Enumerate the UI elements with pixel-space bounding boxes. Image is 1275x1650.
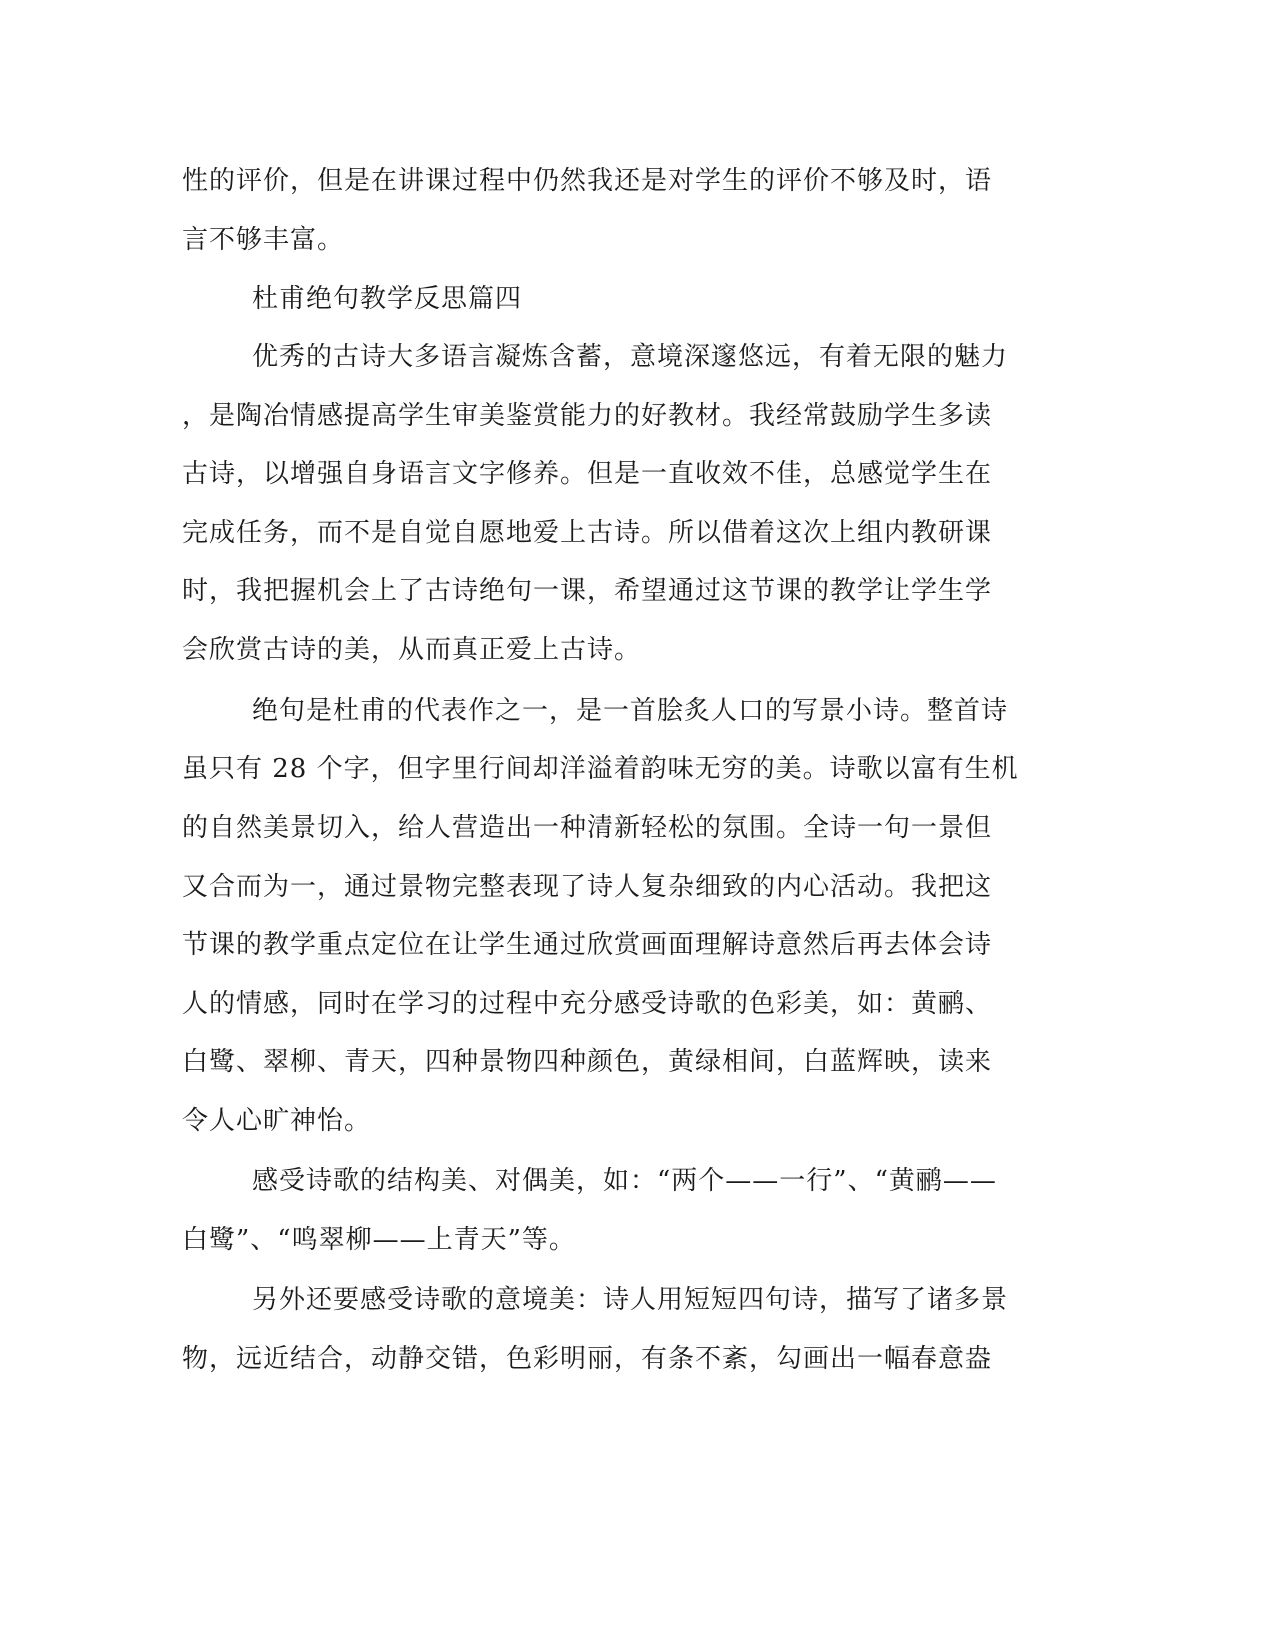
text-line: 时，我把握机会上了古诗绝句一课，希望通过这节课的教学让学生学	[182, 576, 993, 606]
text-line: 会欣赏古诗的美，从而真正爱上古诗。	[182, 635, 642, 665]
text-line: 的自然美景切入，给人营造出一种清新轻松的氛围。全诗一句一景但	[182, 813, 993, 843]
text-line: 优秀的古诗大多语言凝炼含蓄，意境深邃悠远，有着无限的魅力	[252, 342, 1009, 372]
text-line: 节课的教学重点定位在让学生通过欣赏画面理解诗意然后再去体会诗	[182, 930, 993, 960]
text-line: 人的情感，同时在学习的过程中充分感受诗歌的色彩美，如：黄鹂、	[182, 989, 993, 1019]
text-line: 性的评价，但是在讲课过程中仍然我还是对学生的评价不够及时，语	[182, 166, 993, 196]
text-line: 令人心旷神怡。	[182, 1106, 372, 1136]
text-line: 白鹭”、“鸣翠柳——上青天”等。	[182, 1225, 576, 1255]
text-line: 绝句是杜甫的代表作之一，是一首脍炙人口的写景小诗。整首诗	[252, 696, 1009, 726]
text-line: 完成任务，而不是自觉自愿地爱上古诗。所以借着这次上组内教研课	[182, 518, 993, 548]
text-line: 另外还要感受诗歌的意境美：诗人用短短四句诗，描写了诸多景	[252, 1285, 1009, 1315]
text-line: 虽只有 28 个字，但字里行间却洋溢着韵味无穷的美。诗歌以富有生机	[182, 754, 1019, 784]
text-line: 又合而为一，通过景物完整表现了诗人复杂细致的内心活动。我把这	[182, 872, 993, 902]
section-heading: 杜甫绝句教学反思篇四	[252, 284, 523, 314]
text-line: 古诗，以增强自身语言文字修养。但是一直收效不佳，总感觉学生在	[182, 459, 993, 489]
text-line: 感受诗歌的结构美、对偶美，如：“两个——一行”、“黄鹂——	[252, 1166, 997, 1196]
text-line: ，是陶冶情感提高学生审美鉴赏能力的好教材。我经常鼓励学生多读	[182, 401, 993, 431]
text-line: 物，远近结合，动静交错，色彩明丽，有条不紊，勾画出一幅春意盎	[182, 1344, 993, 1374]
text-line: 白鹭、翠柳、青天，四种景物四种颜色，黄绿相间，白蓝辉映，读来	[182, 1047, 993, 1077]
text-line: 言不够丰富。	[182, 225, 345, 255]
